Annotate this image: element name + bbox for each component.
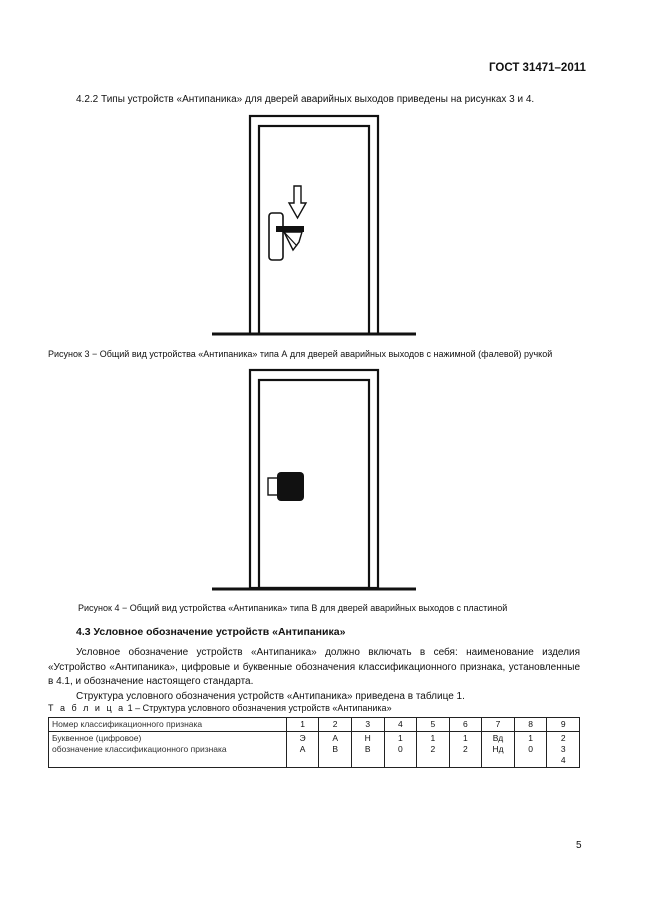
table-cell (547, 732, 580, 768)
door-frame-inner (259, 126, 369, 334)
cell-value: Вд (492, 733, 504, 743)
table-cell (514, 732, 547, 768)
column-number: 2 (319, 718, 352, 732)
table-title-word: Т а б л и ц а (48, 703, 126, 713)
column-number: 5 (417, 718, 450, 732)
door-frame-outer (250, 370, 378, 588)
column-number: 1 (286, 718, 319, 732)
paragraph: Условное обозначение устройств «Антипаника» должно включать в себя: наименование изделия «Устройство «Антипаника», цифровые и буквенные обозначения классификационного признака, установленные в 4.1, и обозначение настоящего стандарта. (48, 647, 580, 687)
column-number: 7 (482, 718, 515, 732)
push-handle-icon (276, 226, 304, 250)
figure4-caption: Рисунок 4 − Общий вид устройства «Антипаника» типа В для дверей аварийных выходов с пластиной (78, 603, 508, 613)
row-label-line: обозначение классификационного признака (52, 744, 227, 754)
cell-value: 0 (397, 744, 403, 754)
section-body (48, 646, 580, 704)
table-cell (384, 732, 417, 768)
table-cell (286, 732, 319, 768)
cell-value: 2 (430, 744, 436, 754)
row-label-line: Буквенное (цифровое) (52, 733, 142, 743)
page-number: 5 (576, 840, 582, 851)
column-number: 9 (547, 718, 580, 732)
cell-value: А (332, 733, 338, 743)
cell-value: Н (364, 733, 371, 743)
table-cell (319, 732, 352, 768)
table-cell (449, 732, 482, 768)
table-cell (482, 732, 515, 768)
intro-paragraph: 4.2.2 Типы устройств «Антипаника» для дверей аварийных выходов приведены на рисунках 3 и 4. (76, 94, 535, 105)
header-label-cell: Номер классификационного признака (49, 718, 287, 732)
column-number: 4 (384, 718, 417, 732)
cell-value: Э (299, 733, 306, 743)
door-frame-inner (259, 380, 369, 588)
cell-value: 1 (397, 733, 403, 743)
table-cell (417, 732, 450, 768)
figure3-door (212, 116, 416, 334)
cell-value: 1 (528, 733, 533, 743)
figure3-caption: Рисунок 3 − Общий вид устройства «Антипаника» типа А для дверей аварийных выходов с нажимной (фалевой) ручкой (48, 349, 553, 359)
cell-value: 0 (528, 744, 533, 754)
table-title (48, 703, 392, 713)
table-title-text: 1 – Структура условного обозначения устройств «Антипаника» (125, 703, 392, 713)
column-number: 8 (514, 718, 547, 732)
paragraph: Структура условного обозначения устройств «Антипаника» приведена в таблице 1. (76, 690, 465, 702)
cell-value: В (332, 744, 338, 754)
column-number: 3 (351, 718, 384, 732)
figure4-door (212, 370, 416, 589)
cell-value: 2 (463, 744, 468, 754)
cell-value: 4 (560, 755, 566, 765)
push-arrow-icon (289, 186, 306, 218)
section-heading: 4.3 Условное обозначение устройств «Антипаника» (76, 626, 346, 638)
cell-value: 1 (430, 733, 436, 743)
cell-value: А (299, 744, 306, 754)
table-header-row (49, 718, 580, 732)
push-plate-icon (268, 472, 304, 501)
classification-table (48, 717, 580, 768)
table-cell (351, 732, 384, 768)
cell-value: 1 (463, 733, 468, 743)
cell-value: В (364, 744, 371, 754)
handle-mount (269, 213, 283, 260)
standard-header: ГОСТ 31471–2011 (489, 62, 586, 74)
cell-value: 3 (560, 744, 566, 754)
cell-value: Нд (492, 744, 504, 754)
column-number: 6 (449, 718, 482, 732)
cell-value: 2 (560, 733, 566, 743)
row-label-cell (49, 732, 287, 768)
table-row (49, 732, 580, 768)
